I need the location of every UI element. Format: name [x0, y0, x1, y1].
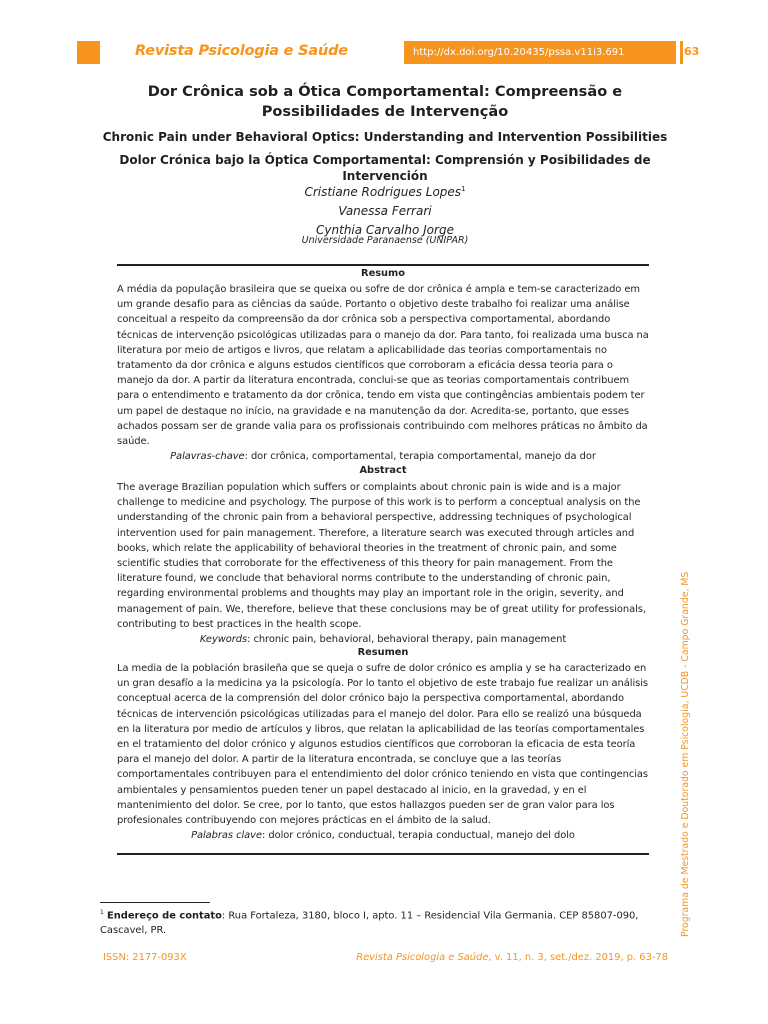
journal-name: Revista Psicologia e Saúde — [135, 43, 348, 59]
resumo-keywords-text: : dor crônica, comportamental, terapia comportamental, manejo da dor — [244, 451, 596, 463]
abstract-heading: Abstract — [359, 465, 407, 476]
resumo-body: A média da população brasileira que se queixa ou sofre de dor crônica é ampla e tem-se caracterizado em um grande desafio para as ciências da saúde. Portanto o objetivo deste trabalho foi realizar uma análise conceitual a respeito da compreensão da dor crônica sob a perspectiva comportamental, abordando técnicas de intervenção psicológicas utilizadas para o manejo da dor. Para tanto, foi realizada uma busca na literatura por meio de artigos e livros, que relatam a aplicabilidade das teorias comportamentais no tratamento da dor crônica e alguns estudos científicos que corroboram a eficácia dessa teoria para o manejo da dor. A partir da literatura encontrada, conclui-se que as teorias comportamentais contribuem para o entendimento e tratamento da dor crônica, tendo em vista que contingências ambientais podem ter um papel de destaque no início, na gravidade e na manutenção da dor. Acredita-se, portanto, que esses achados possam ser de grande valia para os profissionais contribuindo com melhores práticas no âmbito da saúde. — [117, 284, 649, 448]
resumen-keywords — [117, 828, 649, 843]
resumen-heading: Resumen — [357, 647, 409, 658]
abstract-bottom-rule — [117, 853, 649, 855]
abstract-body: The average Brazilian population which suffers or complaints about chronic pain is wide and is a major challenge to medicine and psychology. The purpose of this work is to perform a conceptual analysis on the understanding of the chronic pain from a behavioral perspective, addressing techniques of psychological intervention used for pain management. Therefore, a literature search was executed through articles and books, which relate the applicability of behavioral theories in the treatment of chronic pain, and some scientific studies that corroborate for the effectiveness of this theory for pain management. From the literature found, we conclude that behavioral norms contribute to the understanding of chronic pain, regarding environmental problems and thoughts may play an important role in the origin, severity, and management of pain. We, therefore, believe that these conclusions may be of great utility for professionals, contributing to best practices in the health scope. — [117, 482, 646, 630]
footnote-label: Endereço de contato — [106, 910, 222, 922]
doi-link[interactable]: http://dx.doi.org/10.20435/pssa.v11i3.691 — [413, 47, 625, 58]
resumo-keywords — [117, 449, 649, 464]
abstract-section — [117, 480, 649, 647]
author-1 — [200, 180, 570, 202]
side-program-label: Programa de Mestrado e Doutorado em Psicologia, UCDB - Campo Grande, MS — [680, 571, 691, 937]
header-divider — [676, 41, 680, 64]
abstract-keywords — [117, 632, 649, 647]
title-line-1: Dor Crônica sob a Ótica Comportamental: Compreensão e — [147, 83, 623, 100]
resumo-keywords-label: Palavras-chave — [170, 451, 245, 463]
citation-footer — [356, 952, 668, 963]
citation-journal: Revista Psicologia e Saúde — [356, 952, 489, 963]
resumen-keywords-text: : dolor crónico, conductual, terapia conductual, manejo del dolo — [262, 830, 575, 842]
resumo-heading: Resumo — [361, 268, 405, 279]
footnote-text: : Rua Fortaleza, 3180, bloco I, apto. 11 – Residencial Vila Germania. CEP 85807-090, Cascavel, PR. — [100, 910, 639, 937]
resumen-section — [117, 661, 649, 843]
abstract-top-rule — [117, 264, 649, 266]
affiliation: Universidade Paranaense (UNIPAR) — [301, 235, 469, 246]
resumo-section — [117, 282, 649, 464]
footnote — [100, 905, 670, 938]
author-2: Vanessa Ferrari — [338, 204, 432, 218]
abstract-keywords-label: Keywords — [199, 634, 248, 646]
article-title-pt — [120, 82, 650, 122]
title-line-2: Possibilidades de Intervenção — [261, 103, 509, 120]
resumen-body: La media de la población brasileña que se queja o sufre de dolor crónico es amplia y se ha caracterizado en un gran desafío a la medicina ya la psicología. Por lo tanto el objetivo de este trabajo fue realizar un análisis conceptual acerca de la comprensión del dolor crónico bajo la perspectiva comportamental, abordando técnicas de intervención psicológicas utilizadas para el manejo del dolor. Para ello se realizó una búsqueda en la literatura por medio de artículos y libros, que relatan la aplicabilidad de las teorías comportamentales en el tratamiento del dolor crónico y algunos estudios científicos que corroboran la eficacia de esta teoría para el manejo del dolor. A partir de la literatura encontrada, se concluye que a las teorías comportamentales contribuyen para el entendimiento del dolor crónico teniendo en vista que contingencias ambientales y pensamientos pueden tener un papel destacado al inicio, en la gravedad, y en el mantenimiento del dolor. Se cree, por lo tanto, que estos hallazgos pueden ser de gran valor para los profesionales contribuyendo con mejores prácticas en el ámbito de la salud. — [117, 663, 649, 827]
issn: ISSN: 2177-093X — [103, 952, 187, 963]
abstract-keywords-text: : chronic pain, behavioral, behavioral therapy, pain management — [247, 634, 567, 646]
page-number: 63 — [684, 45, 700, 58]
author-list — [200, 180, 570, 240]
article-title-es: Dolor Crónica bajo la Óptica Comportamental: Comprensión y Posibilidades de Intervención — [119, 153, 651, 183]
resumen-keywords-label: Palabras clave — [191, 830, 262, 842]
article-title-en: Chronic Pain under Behavioral Optics: Understanding and Intervention Possibilities — [102, 130, 668, 144]
footnote-rule — [100, 902, 210, 903]
author-1-name: Cristiane Rodrigues Lopes — [304, 185, 462, 199]
author-3: Cynthia Carvalho Jorge — [316, 223, 454, 237]
citation-details: , v. 11, n. 3, set./dez. 2019, p. 63-78 — [488, 952, 668, 963]
author-1-footnote-marker: 1 — [461, 185, 466, 193]
footnote-marker: 1 — [100, 909, 104, 916]
